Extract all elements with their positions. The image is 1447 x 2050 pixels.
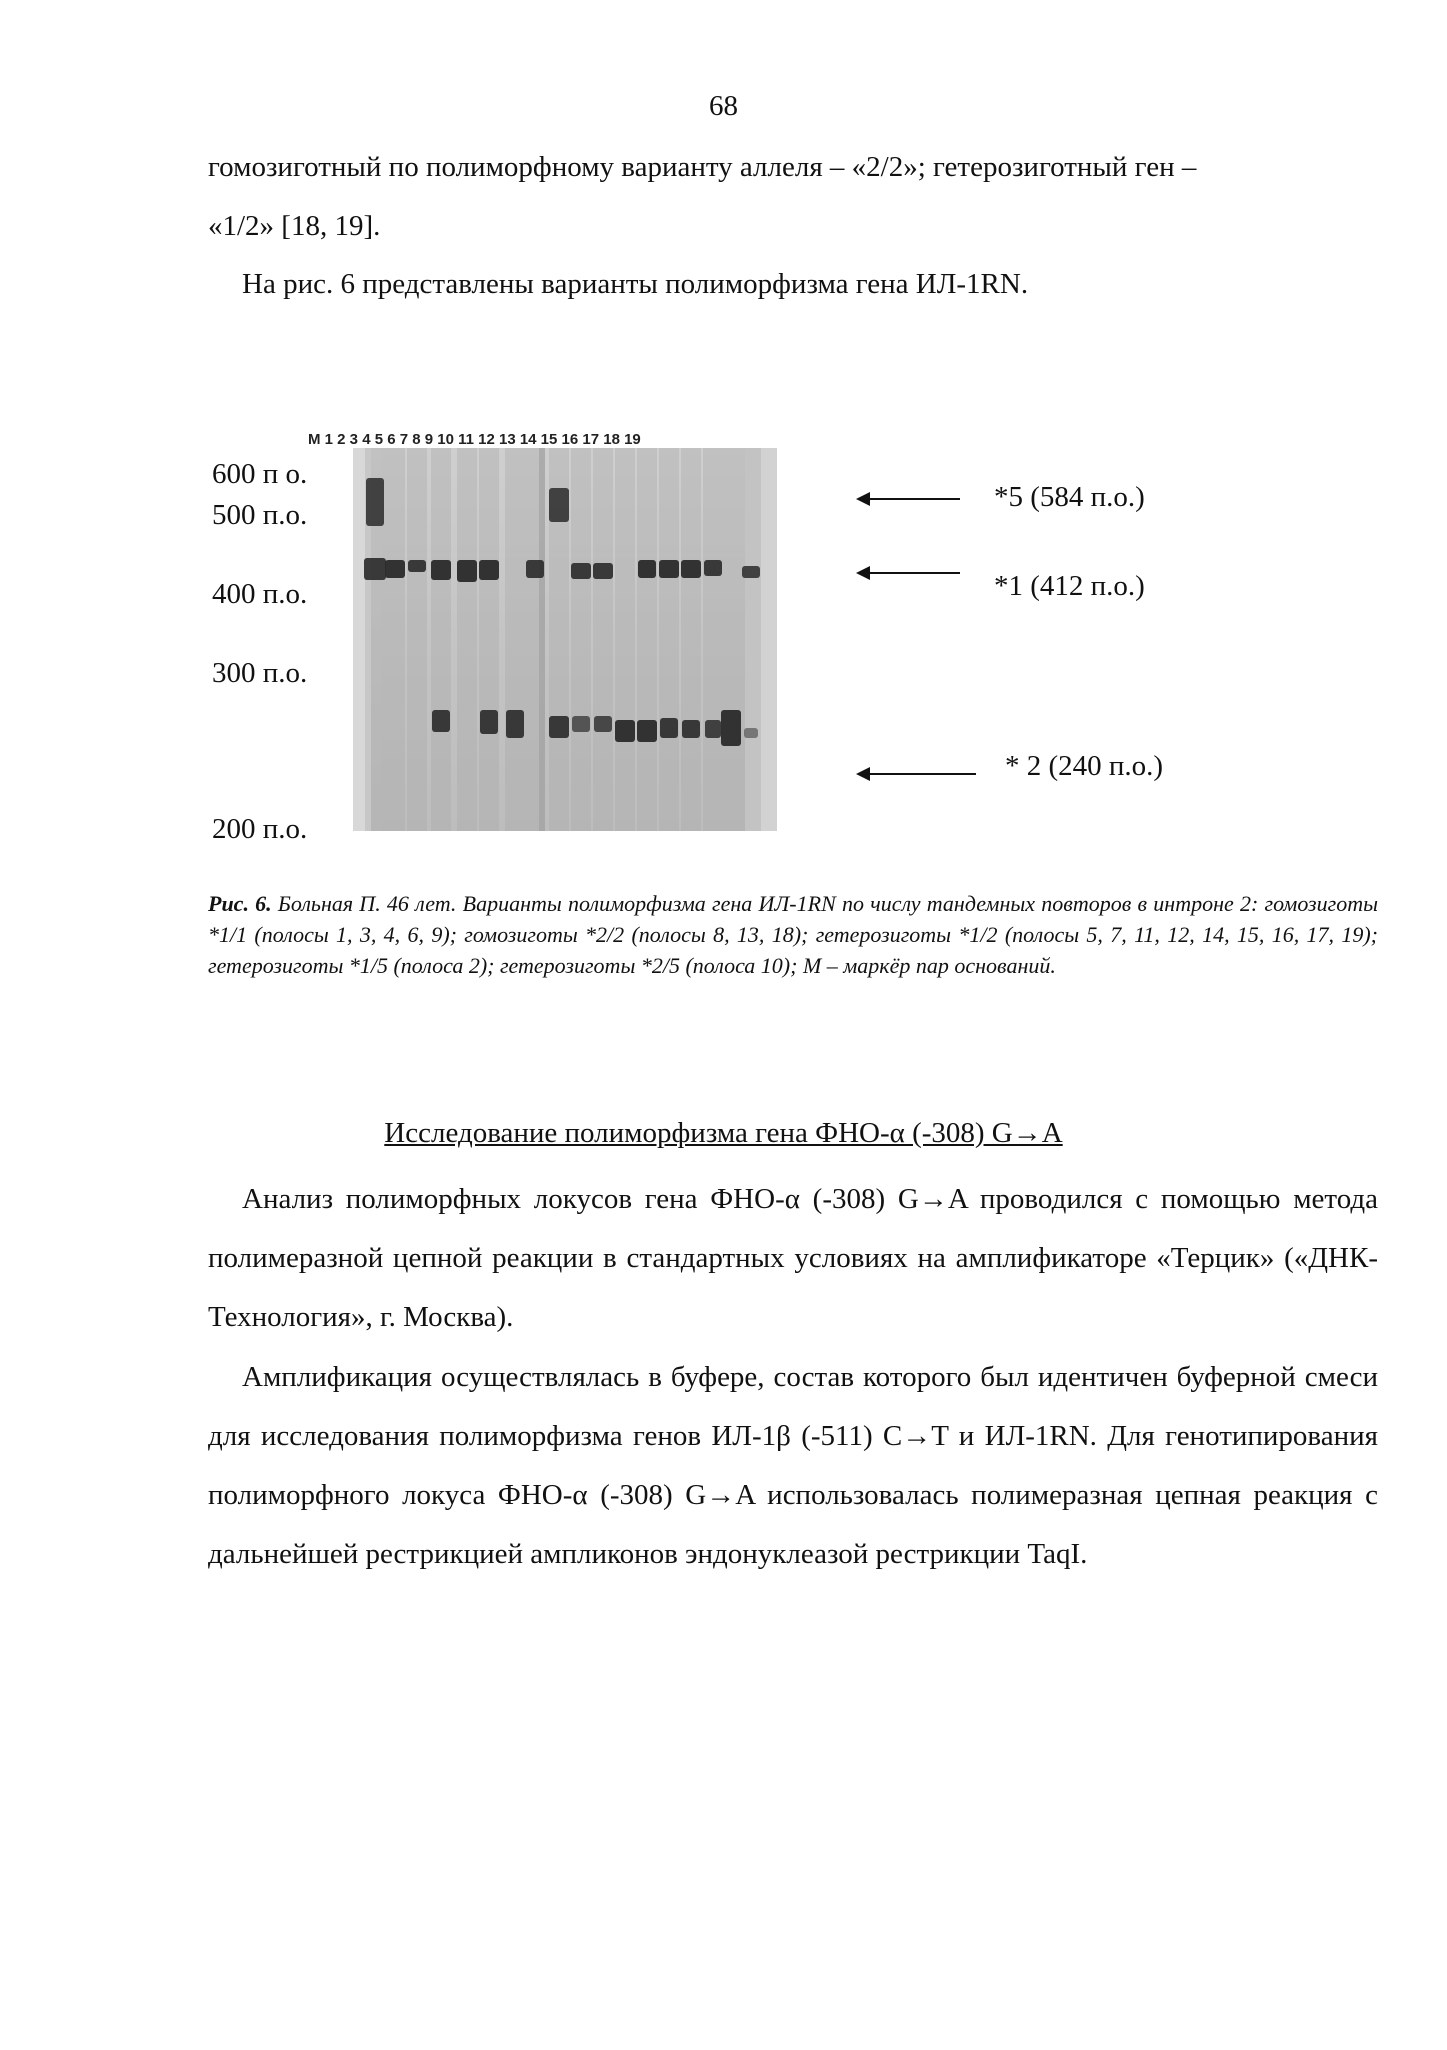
gel-band — [526, 560, 544, 578]
gel-band — [506, 710, 524, 738]
gel-band — [705, 720, 721, 738]
gel-band — [571, 563, 591, 579]
gel-band — [572, 716, 590, 732]
gel-lane — [479, 448, 499, 831]
gel-band — [682, 720, 700, 738]
caption-text: Больная П. 46 лет. Варианты полиморфизма гена ИЛ-1RN по числу тандемных повторов в интроне 2: гомозиготы *1/1 (полосы 1, 3, 4, 6, 9); гомозиготы *2/2 (полосы 8, 13, 18); гетерозиготы *1/2 (полосы 5, 7, 11, 12, 14, 15, 16, 17, 19); гетерозиготы *1/5 (полоса 2); гетерозиготы *2/5 (полоса 10); М – маркёр пар оснований. — [208, 891, 1378, 978]
gel-band — [704, 560, 722, 576]
gel-band — [385, 560, 405, 578]
gel-band — [457, 560, 477, 582]
gel-lane — [615, 448, 635, 831]
intro-line-2: «1/2» [18, 19]. — [208, 210, 381, 242]
gel-band — [742, 566, 760, 578]
gel-lane — [637, 448, 657, 831]
gel-band — [479, 560, 499, 580]
intro-line-1: гомозиготный по полиморфному варианту аллеля – «2/2»; гетерозиготный ген – — [208, 151, 1197, 183]
size-marker-400: 400 п.о. — [212, 578, 308, 610]
gel-band — [594, 716, 612, 732]
gel-lane — [721, 448, 741, 831]
gel-band — [549, 716, 569, 738]
gel-lane — [593, 448, 613, 831]
gel-band — [432, 710, 450, 732]
caption-prefix: Рис. 6. — [208, 891, 272, 916]
gel-lane — [407, 448, 427, 831]
gel-lane — [741, 448, 761, 831]
size-marker-600: 600 п о. — [212, 458, 308, 490]
gel-band — [549, 488, 569, 522]
band-label-5: *5 (584 п.о.) — [994, 481, 1145, 513]
gel-lane — [385, 448, 405, 831]
gel-band — [431, 560, 451, 580]
gel-lane — [525, 448, 545, 831]
section-paragraph-1: Анализ полиморфных локусов гена ФНО-α (-308) G→A проводился с помощью метода полимеразной цепной реакции в стандартных условиях на амплификаторе «Терцик» («ДНК-Технология», г. Москва). — [208, 1183, 1378, 1333]
figure-reference-paragraph: На рис. 6 представлены варианты полиморфизма гена ИЛ-1RN. — [242, 268, 1029, 300]
band-label-1: *1 (412 п.о.) — [994, 570, 1145, 602]
lane-numbers: M 1 2 3 4 5 6 7 8 9 10 11 12 13 14 15 16 17 18 19 — [308, 431, 641, 448]
gel-band — [660, 718, 678, 738]
gel-lane — [571, 448, 591, 831]
section-heading — [0, 1117, 1447, 1150]
gel-band — [593, 563, 613, 579]
gel-lane — [703, 448, 723, 831]
gel-band — [615, 720, 635, 742]
gel-lane — [659, 448, 679, 831]
arrow-band-1 — [858, 572, 960, 574]
gel-band — [744, 728, 758, 738]
gel-band — [659, 560, 679, 578]
gel-lane — [431, 448, 451, 831]
band-label-2: * 2 (240 п.о.) — [1005, 750, 1164, 782]
arrow-band-2 — [858, 773, 976, 775]
size-marker-200: 200 п.о. — [212, 813, 308, 845]
gel-band — [681, 560, 701, 578]
arrow-band-5 — [858, 498, 960, 500]
gel-lane — [505, 448, 525, 831]
size-marker-300: 300 п.о. — [212, 657, 308, 689]
gel-band — [637, 720, 657, 742]
gel-lane — [457, 448, 477, 831]
page-number: 68 — [709, 90, 738, 122]
gel-band — [721, 710, 741, 746]
section-heading-text: Исследование полиморфизма гена ФНО-α (-308) G→A — [384, 1117, 1063, 1149]
section-paragraph-2: Амплификация осуществлялась в буфере, состав которого был идентичен буферной смеси для исследования полиморфизма генов ИЛ-1β (-511) C→T и ИЛ-1RN. Для генотипирования полиморфного локуса ФНО-α (-308) G→A использовалась полимеразная цепная реакция с дальнейшей рестрикцией ампликонов эндонуклеазой рестрикции TaqI. — [208, 1361, 1378, 1570]
size-marker-500: 500 п.о. — [212, 499, 308, 531]
figure-caption — [208, 888, 1378, 981]
gel-image — [353, 448, 777, 831]
gel-band — [408, 560, 426, 572]
gel-band — [364, 558, 386, 580]
gel-band — [366, 478, 384, 526]
gel-lane — [681, 448, 701, 831]
gel-band — [638, 560, 656, 578]
gel-band — [480, 710, 498, 734]
intro-paragraph — [208, 138, 1378, 256]
